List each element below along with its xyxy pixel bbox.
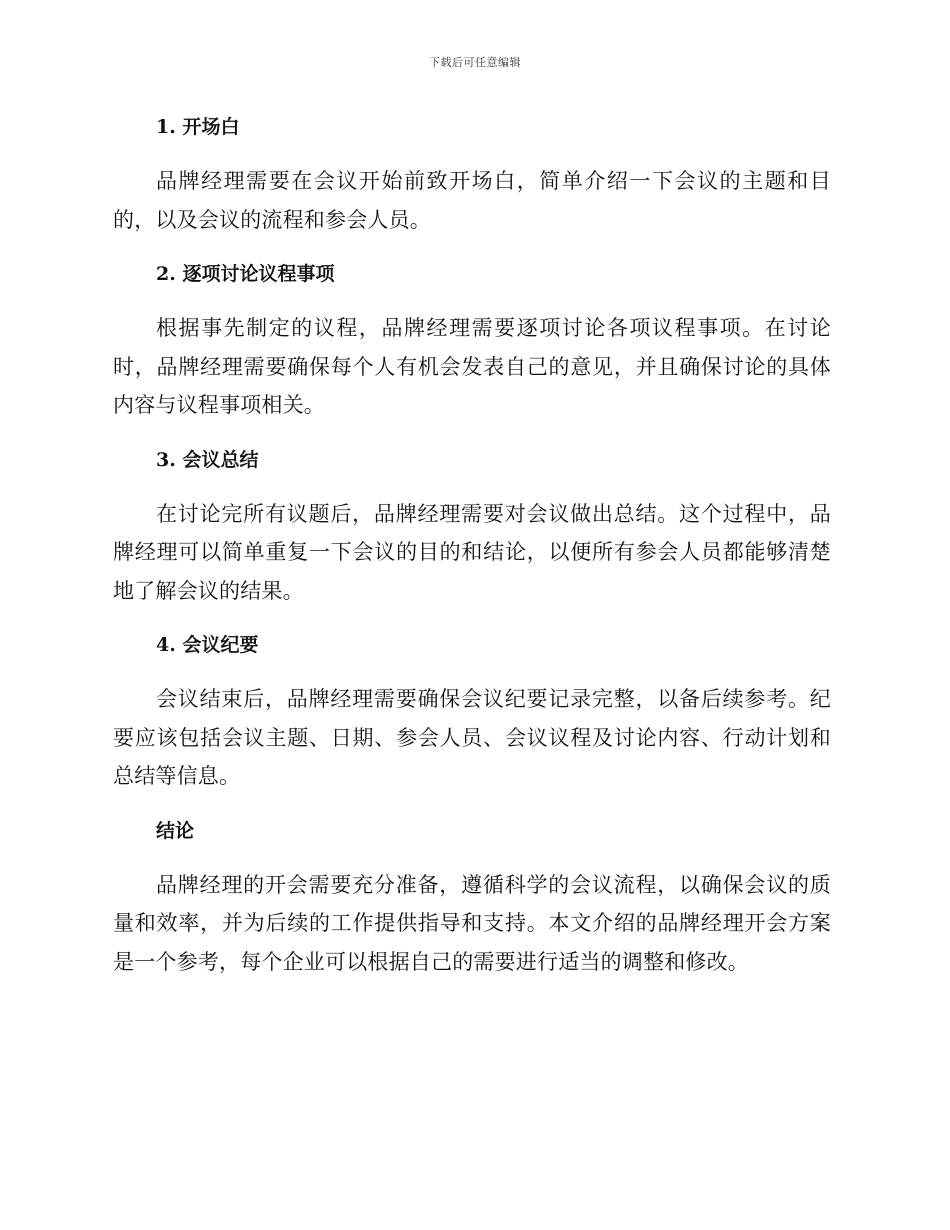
section-paragraph: 品牌经理的开会需要充分准备，遵循科学的会议流程，以确保会议的质量和效率，并为后续的工作提供指导和支持。本文介绍的品牌经理开会方案是一个参考，每个企业可以根据自己的需要进行适当的调整和修改。	[113, 872, 831, 974]
section-paragraph: 根据事先制定的议程，品牌经理需要逐项讨论各项议程事项。在讨论时，品牌经理需要确保每个人有机会发表自己的意见，并且确保讨论的具体内容与议程事项相关。	[113, 316, 831, 417]
section-heading: 2. 逐项讨论议程事项	[156, 263, 335, 285]
section-agenda-discussion	[113, 255, 831, 425]
section-heading: 结论	[156, 819, 195, 842]
document-content	[113, 108, 831, 997]
section-heading: 3. 会议总结	[156, 448, 259, 471]
section-meeting-minutes	[113, 626, 831, 796]
page-header: 下载后可任意编辑	[429, 56, 521, 69]
section-heading: 1. 开场白	[156, 116, 240, 138]
section-paragraph: 会议结束后，品牌经理需要确保会议纪要记录完整，以备后续参考。纪要应该包括会议主题、日期、参会人员、会议议程及讨论内容、行动计划和总结等信息。	[113, 687, 831, 788]
section-paragraph: 在讨论完所有议题后，品牌经理需要对会议做出总结。这个过程中，品牌经理可以简单重复一下会议的目的和结论，以便所有参会人员都能够清楚地了解会议的结果。	[113, 501, 831, 603]
section-opening	[113, 108, 831, 239]
section-meeting-summary	[113, 441, 831, 611]
section-conclusion	[113, 812, 831, 982]
section-paragraph: 品牌经理需要在会议开始前致开场白，简单介绍一下会议的主题和目的，以及会议的流程和参会人员。	[113, 169, 831, 232]
section-heading: 4. 会议纪要	[156, 634, 259, 656]
